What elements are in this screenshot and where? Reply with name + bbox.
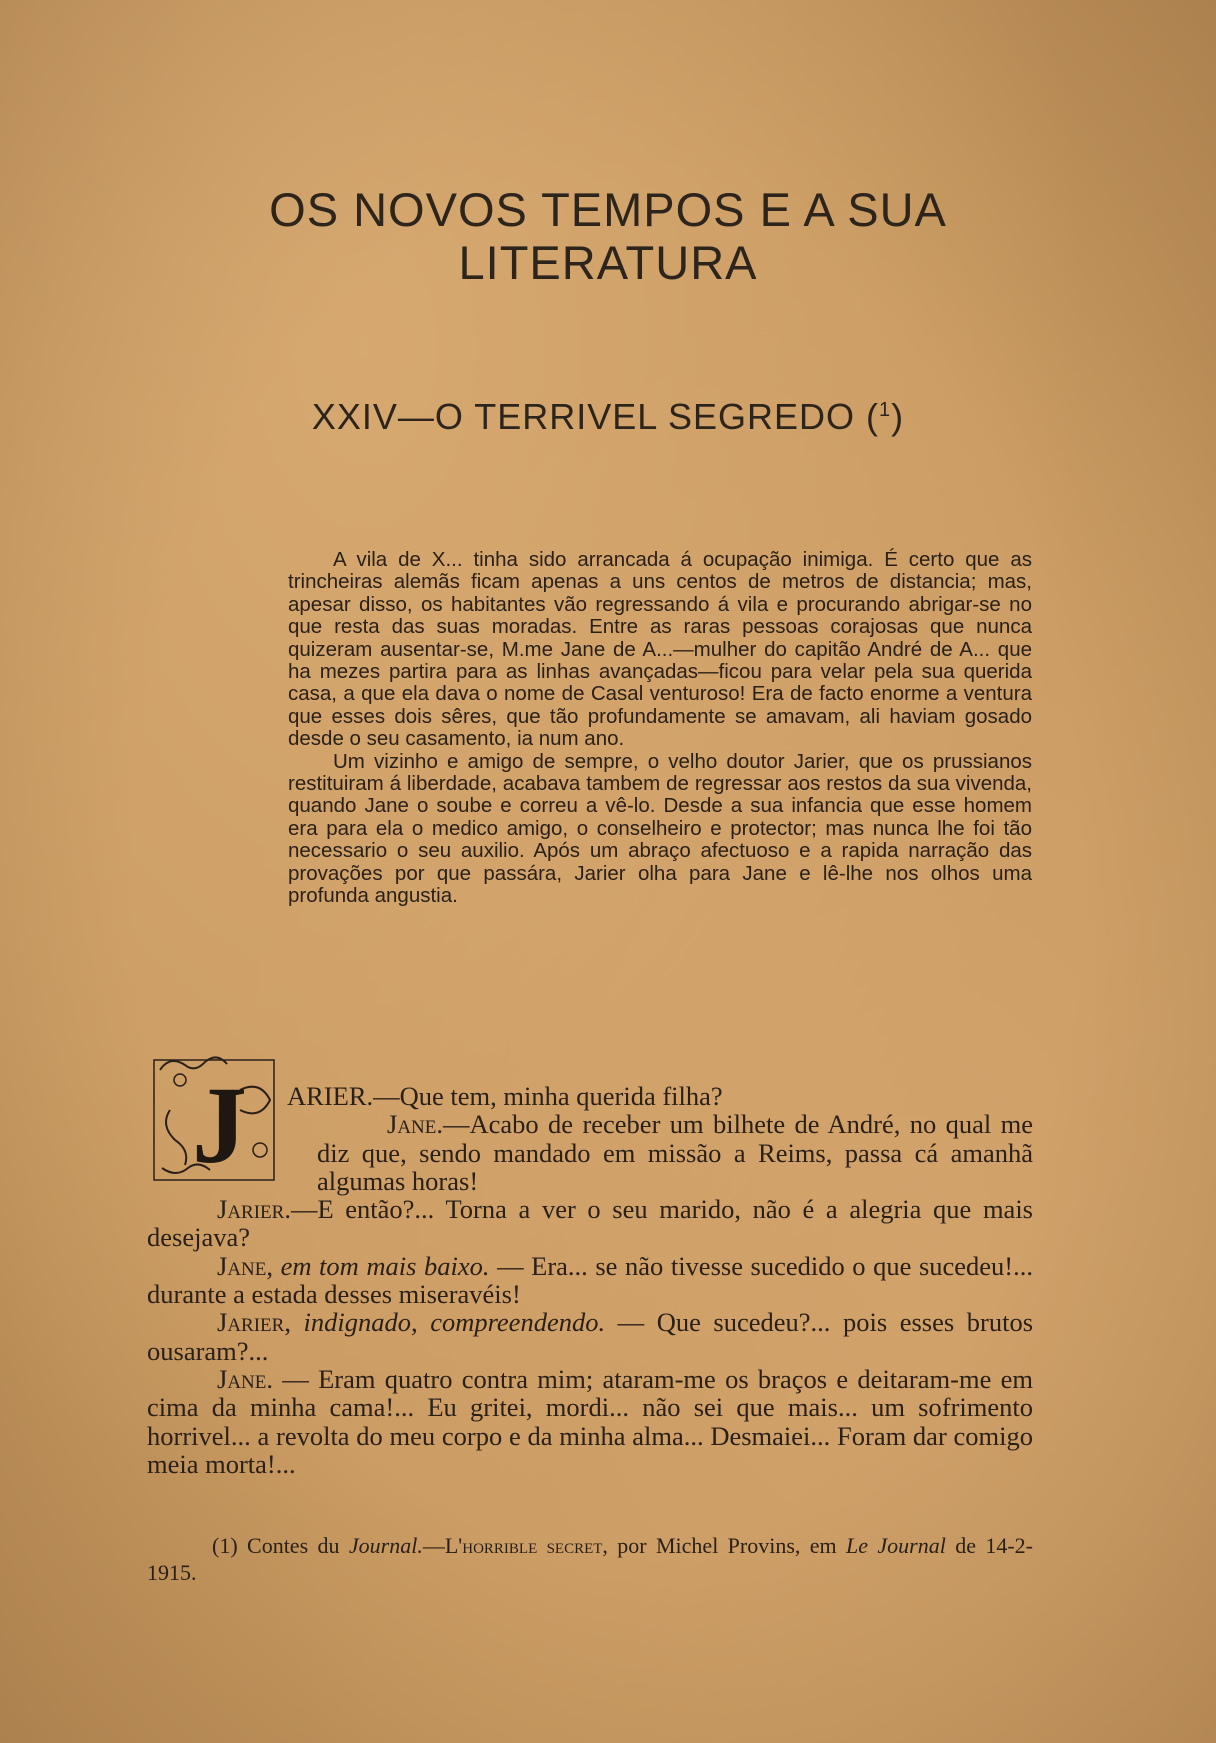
subtitle-close: ) bbox=[891, 396, 905, 437]
intro-paragraph-1: A vila de X... tinha sido arrancada á ocupação inimiga. É certo que as trincheiras alemãs ficam apenas a uns centos de metros de distancia; mas, apesar disso, os habitantes vão regressando á vila e procurando abrigar-se no que resta das suas moradas. Entre as raras pessoas corajosas que nunca quizeram ausentar-se, M.me Jane de A...—mulher do capitão André de A... que ha mezes partira para as linhas avançadas—ficou para velar pela sua querida casa, a que ela dava o nome de Casal venturoso! Era de facto enorme a ventura que esses dois sêres, que tão profundamente se amavam, ali haviam gosado desde o seu casamento, ia num ano. bbox=[288, 548, 1032, 751]
footnote-publication: Le Journal bbox=[846, 1533, 946, 1558]
subtitle-text: XXIV—O TERRIVEL SEGREDO ( bbox=[311, 396, 879, 437]
speaker-jane: Jane. bbox=[387, 1109, 443, 1140]
intro-paragraph-2: Um vizinho e amigo de sempre, o velho doutor Jarier, que os prussianos restituiram á liberdade, acabava tambem de regressar aos restos da sua vivenda, quando Jane o soube e correu a vê-lo. Desde a sua infancia que esse homem era para ela o medico amigo, o conselheiro e protector; mas nunca lhe foi tão necessario o seu auxilio. Após um abraço afectuoso e a rapida narração das provações por que passára, Jarier olha para Jane e lê-lhe nos olhos uma profunda angustia. bbox=[288, 749, 1032, 908]
speaker-jane: Jane. bbox=[217, 1363, 273, 1394]
speaker-jarier: ARIER. bbox=[287, 1081, 374, 1111]
dialogue-line-1-text: —Que tem, minha querida filha? bbox=[373, 1081, 723, 1111]
dialogue-text bbox=[147, 1082, 1033, 1478]
initial-letter: J bbox=[192, 1064, 247, 1186]
chapter-subtitle bbox=[0, 396, 1216, 438]
dialogue-line-5-text: — Que sucedeu?... pois esses brutos ousaram?... bbox=[147, 1307, 1034, 1366]
footnote-story-title: —L'horrible secret, bbox=[422, 1533, 608, 1558]
dialogue-line-6 bbox=[147, 1365, 1033, 1478]
intro-text bbox=[288, 549, 1032, 908]
dialogue-line-2-text: —Acabo de receber um bilhete de André, no qual me diz que, sendo mandado em missão a Reims, passa cá amanhã algumas horas! bbox=[317, 1109, 1033, 1196]
dialogue-line-1 bbox=[287, 1082, 1033, 1110]
page-title-line-1: OS NOVOS TEMPOS E A SUA bbox=[269, 183, 947, 236]
dialogue-line-3-text: —E então?... Torna a ver o seu marido, não é a alegria que mais desejava? bbox=[147, 1194, 1033, 1253]
footnote-mark: (1) bbox=[212, 1533, 238, 1558]
dialogue-line-2 bbox=[317, 1110, 1033, 1195]
footnote-date: de 14-2-1915. bbox=[147, 1533, 1033, 1585]
footnote-author: por Michel Provins, em bbox=[607, 1533, 847, 1558]
page-title-line-2: LITERATURA bbox=[458, 236, 758, 289]
footnote-reference: 1 bbox=[879, 399, 892, 421]
dialogue-line-5 bbox=[147, 1308, 1033, 1365]
dialogue-line-4 bbox=[147, 1252, 1033, 1309]
stage-direction: indignado, compreendendo. bbox=[303, 1307, 606, 1338]
dialogue-line-3 bbox=[147, 1195, 1033, 1252]
speaker-jarier: Jarier. bbox=[217, 1194, 291, 1225]
dialogue-line-6-text: — Eram quatro contra mim; ataram-me os braços e deitaram-me em cima da minha cama!... Eu gritei, mordi... não sei que mais... um sofrimento horrivel... a revolta do meu corpo e da minha alma... Desmaiei... Foram dar comigo meia morta!... bbox=[147, 1363, 1033, 1479]
footnote bbox=[147, 1532, 1033, 1586]
stage-direction: em tom mais baixo. bbox=[280, 1250, 490, 1281]
footnote-source: Journal. bbox=[348, 1533, 423, 1558]
dialogue-line-4-text: — Era... se não tivesse sucedido o que sucedeu!... durante a estada desses miseravéis! bbox=[147, 1250, 1033, 1310]
speaker-jarier: Jarier, bbox=[217, 1307, 291, 1338]
footnote-text: Contes du bbox=[237, 1533, 349, 1558]
speaker-jane: Jane, bbox=[217, 1250, 273, 1281]
